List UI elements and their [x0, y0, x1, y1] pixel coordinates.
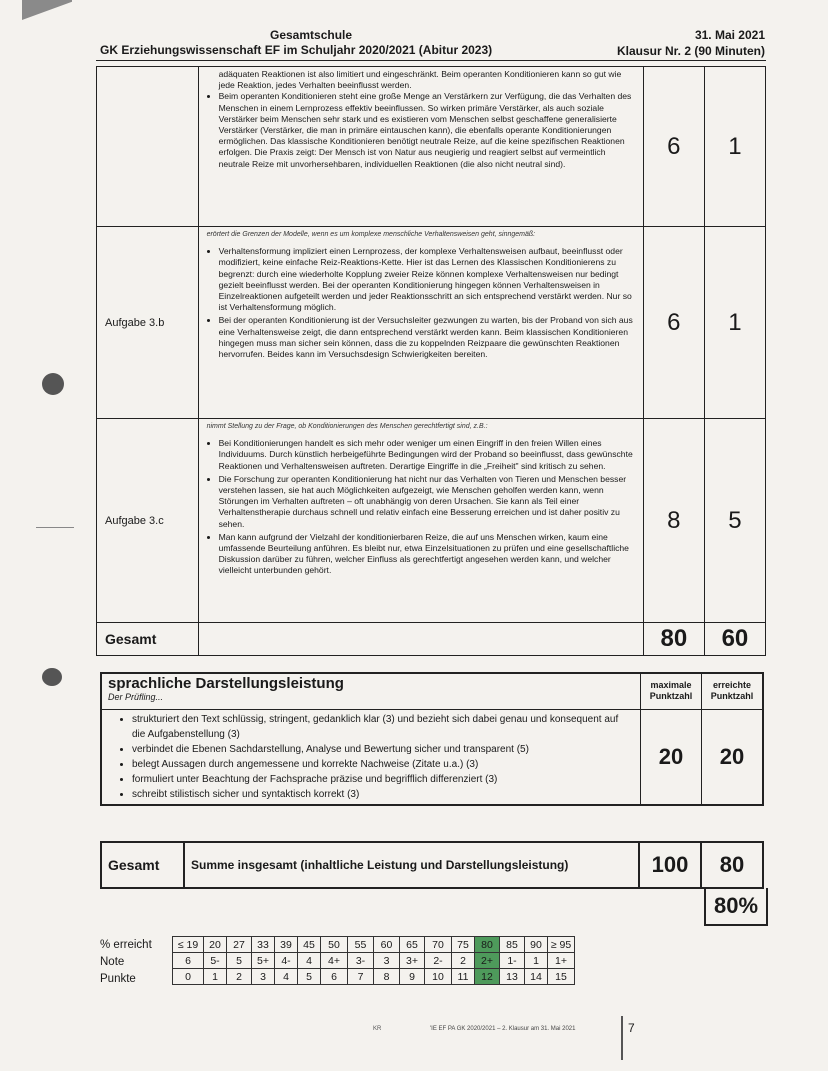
language-achieved: 20 — [702, 709, 764, 805]
list-item: • verbindet die Ebenen Sachdarstellung, Analyse und Bewertung sicher und transparent (5) — [132, 742, 634, 757]
grade-cell: 20 — [204, 937, 227, 953]
grade-cell: 3- — [348, 953, 374, 969]
grade-cell: 3+ — [400, 953, 425, 969]
total-label: Gesamt — [101, 842, 184, 888]
grade-cell: 85 — [500, 937, 525, 953]
grading-table — [96, 66, 766, 656]
criteria-bullet: • Bei Konditionierungen handelt es sich mehr oder weniger um einen Eingriff in den freien Willen eines Individuums. Durch künstlich herbeigeführte Bedingungen wird der Proband so beeinflusst, dass gewünschte Reaktionen und Verhaltensweisen auftreten. Derartige Eingriffe in die „Freiheit" sind kritisch zu sehen. — [219, 438, 637, 472]
criteria-bullet: • Bei der operanten Konditionierung ist der Versuchsleiter gezwungen zu warten, bis der Proband von sich aus eine Verhaltensweise zeigt, die dann entsprechend verstärkt werden kann. Beim klassischen Konditionieren hingegen muss man sicher sein können, dass die zu koppelnden Reizpaare die gewünschten Reaktionen hervorrufen. Beides kann im Versuchsdesign Schwierigkeiten bereiten. — [219, 315, 637, 360]
gesamt-achieved: 60 — [704, 623, 765, 656]
grade-cell: 2- — [425, 953, 452, 969]
language-table — [100, 672, 764, 806]
list-item: • belegt Aussagen durch angemessene und korrekte Nachweise (Zitate u.a.) (3) — [132, 757, 634, 772]
grade-cell: 33 — [252, 937, 275, 953]
task-criteria — [198, 419, 643, 623]
exam-number: Klausur Nr. 2 (90 Minuten) — [616, 44, 765, 58]
list-item: • formuliert unter Beachtung der Fachsprache präzise und begrifflich differenziert (3) — [132, 772, 634, 787]
language-header — [101, 673, 641, 709]
punch-hole — [42, 373, 64, 395]
grade-cell: 8 — [374, 969, 400, 985]
grade-cell: 2+ — [475, 953, 500, 969]
grade-cell: 5 — [298, 969, 321, 985]
total-description: Summe insgesamt (inhaltliche Leistung und Darstellungsleistung) — [184, 842, 639, 888]
scan-artifact — [22, 0, 72, 20]
achieved-points: 1 — [704, 67, 765, 227]
grade-cell: 1 — [525, 953, 548, 969]
max-points: 8 — [643, 419, 704, 623]
grade-cell: 3 — [252, 969, 275, 985]
grade-cell: 60 — [374, 937, 400, 953]
total-achieved: 80 — [701, 842, 763, 888]
table-row-total — [97, 623, 766, 656]
language-max: 20 — [641, 709, 702, 805]
page-divider — [621, 1016, 623, 1060]
grade-cell: 12 — [475, 969, 500, 985]
row-label: Punkte — [100, 973, 136, 985]
grade-cell: 11 — [452, 969, 475, 985]
criteria-bullet: • Beim operanten Konditionieren steht eine große Menge an Verstärkern zur Verfügung, die das Verhalten des Menschen in einem Lernprozess effektiv beeinflussen. So wirken primäre Verstärker, als auch soziale Verstärker beim Menschen sehr stark und es existieren vom Menschen selbst geschaffene generalisierte Verstärker (Verstärker, die man in primäre eintauschen kann), die ebenfalls operante Konditionierungen ermöglichen. Das klassische Konditionieren benötigt neutrale Reize, auf die keine spezifischen Reaktionen erfolgen. Die Praxis zeigt: Der Mensch ist von Natur aus neugierig und reagiert selbst auf vermeintlich neutrale Reize mit unvorhersehbaren, individuellen Reaktionen (die also nicht neutral sind). — [219, 91, 637, 169]
grade-cell: 0 — [173, 969, 204, 985]
achieved-points: 1 — [704, 227, 765, 419]
grade-cell: 27 — [227, 937, 252, 953]
grade-cell: 5 — [227, 953, 252, 969]
exam-date: 31. Mai 2021 — [694, 28, 765, 42]
grade-cell: 50 — [321, 937, 348, 953]
task-label: Aufgabe 3.c — [97, 419, 199, 623]
gesamt-max: 80 — [643, 623, 704, 656]
grade-cell: ≥ 95 — [548, 937, 575, 953]
grade-cell: 5+ — [252, 953, 275, 969]
max-points: 6 — [643, 227, 704, 419]
grade-cell: 4 — [298, 953, 321, 969]
footer-prefix: KR — [373, 1026, 382, 1032]
grade-cell: 4+ — [321, 953, 348, 969]
table-row — [97, 419, 766, 623]
grade-cell: 10 — [425, 969, 452, 985]
task-criteria — [198, 67, 643, 227]
empty-cell — [198, 623, 643, 656]
grade-cell: 5- — [204, 953, 227, 969]
punch-hole — [42, 668, 62, 686]
task-label: Aufgabe 3.b — [97, 227, 199, 419]
grade-cell: 4 — [275, 969, 298, 985]
grade-cell: 14 — [525, 969, 548, 985]
grade-cell: 13 — [500, 969, 525, 985]
grade-cell: 70 — [425, 937, 452, 953]
row-label: % erreicht — [100, 939, 152, 951]
criteria-bullet: • Man kann aufgrund der Vielzahl der konditionierbaren Reize, die auf uns Menschen wirken, kaum eine umfassende Beurteilung anführen. Es bleibt nur, etwa Einzelsituationen zu prüfen und eine gesellschaftliche Diskussion darüber zu führen, welcher Einfluss als gerechtfertigt angesehen werden kann, und welcher vielleicht unterbunden gehört. — [219, 532, 637, 577]
total-table — [100, 841, 764, 889]
achieved-points: 5 — [704, 419, 765, 623]
grade-cell: 2 — [227, 969, 252, 985]
task-criteria — [198, 227, 643, 419]
grade-cell: 39 — [275, 937, 298, 953]
grade-row-labels — [100, 937, 152, 988]
footer-text: 'IE EF PA GK 2020/2021 – 2. Klausur am 31. Mai 2021 — [430, 1026, 576, 1032]
row-label: Note — [100, 956, 125, 968]
grade-cell: 80 — [475, 937, 500, 953]
school-name: Gesamtschule — [270, 28, 353, 42]
grade-cell: 1+ — [548, 953, 575, 969]
grade-cell: 9 — [400, 969, 425, 985]
grade-cell: 1 — [204, 969, 227, 985]
language-title: sprachliche Darstellungsleistung — [108, 675, 344, 692]
criteria-caption: nimmt Stellung zu der Frage, ob Konditionierungen des Menschen gerechtfertigt sind, z.B.: — [206, 423, 488, 430]
grade-cell: 7 — [348, 969, 374, 985]
grade-cell: 2 — [452, 953, 475, 969]
margin-mark — [36, 527, 74, 528]
table-row — [97, 227, 766, 419]
total-percent: 80% — [704, 888, 768, 926]
max-points: 6 — [643, 67, 704, 227]
grade-cell: 15 — [548, 969, 575, 985]
page-number: 7 — [628, 1021, 635, 1035]
grade-cell: 90 — [525, 937, 548, 953]
grade-cell: 65 — [400, 937, 425, 953]
criteria-bullet: • Verhaltensformung impliziert einen Lernprozess, der komplexe Verhaltensweisen aufbaut, beeinflusst oder modifiziert, keine einfache Reiz-Reaktions-Kette. Hier ist das Lernen des Klassischen Konditionierens zu begrenzt: durch eine wiederholte Kopplung zweier Reize können komplexe Verhaltensweisen nur bedingt gezielt beeinflusst werden. Bei der operanten Konditionierung hingegen können Verhaltensweisen in Einzelreaktionen aufgeteilt werden und jeder Reaktionsschritt an sich entsprechend verstärkt werden. Nur so ist Verhaltensformung möglich. — [219, 246, 637, 313]
criteria-caption: erörtert die Grenzen der Modelle, wenn es um komplexe menschliche Verhaltensweisen geht, sinngemäß: — [206, 231, 536, 238]
list-item: • strukturiert den Text schlüssig, stringent, gedanklich klar (3) und bezieht sich dabei genau und konsequent auf die Aufgabenstellung (3) — [132, 712, 634, 742]
grade-cell: 3 — [374, 953, 400, 969]
grade-cell: 6 — [321, 969, 348, 985]
grade-cell: 55 — [348, 937, 374, 953]
grade-cell: 4- — [275, 953, 298, 969]
grade-cell: ≤ 19 — [173, 937, 204, 953]
grade-cell: 1- — [500, 953, 525, 969]
criteria-text: adäquaten Reaktionen ist also limitiert und eingeschränkt. Beim operanten Konditionieren kann so gut wie jede Reaktion, jedes Verhalten beeinflusst werden. — [218, 69, 622, 91]
language-subtitle: Der Prüfling... — [108, 692, 164, 702]
course-title: GK Erziehungswissenschaft EF im Schuljahr 2020/2021 (Abitur 2023) — [100, 43, 493, 57]
col-achieved-header: erreichte Punktzahl — [702, 673, 764, 709]
col-max-header: maximale Punktzahl — [641, 673, 702, 709]
total-max: 100 — [639, 842, 701, 888]
grade-cell: 45 — [298, 937, 321, 953]
task-label — [97, 67, 199, 227]
language-criteria — [101, 709, 641, 805]
gesamt-label: Gesamt — [97, 623, 199, 656]
grade-cell: 75 — [452, 937, 475, 953]
list-item: • schreibt stilistisch sicher und syntaktisch korrekt (3) — [132, 787, 634, 802]
criteria-bullet: • Die Forschung zur operanten Konditionierung hat nicht nur das Verhalten von Tieren und Menschen besser verstehen lassen, sie hat auch Möglichkeiten aufgezeigt, wie Menschen geholfen werden kann, wenn Störungen im Verhalten auftreten – oft unabhängig von deren Ursachen. Sie kann als Teil einer Verhaltenstherapie durchaus schnell und relativ einfach eine Besserung erreichen und ist daher positiv zu sehen. — [219, 474, 637, 530]
table-row — [97, 67, 766, 227]
grade-cell: 6 — [173, 953, 204, 969]
grade-scale-table — [172, 936, 575, 985]
